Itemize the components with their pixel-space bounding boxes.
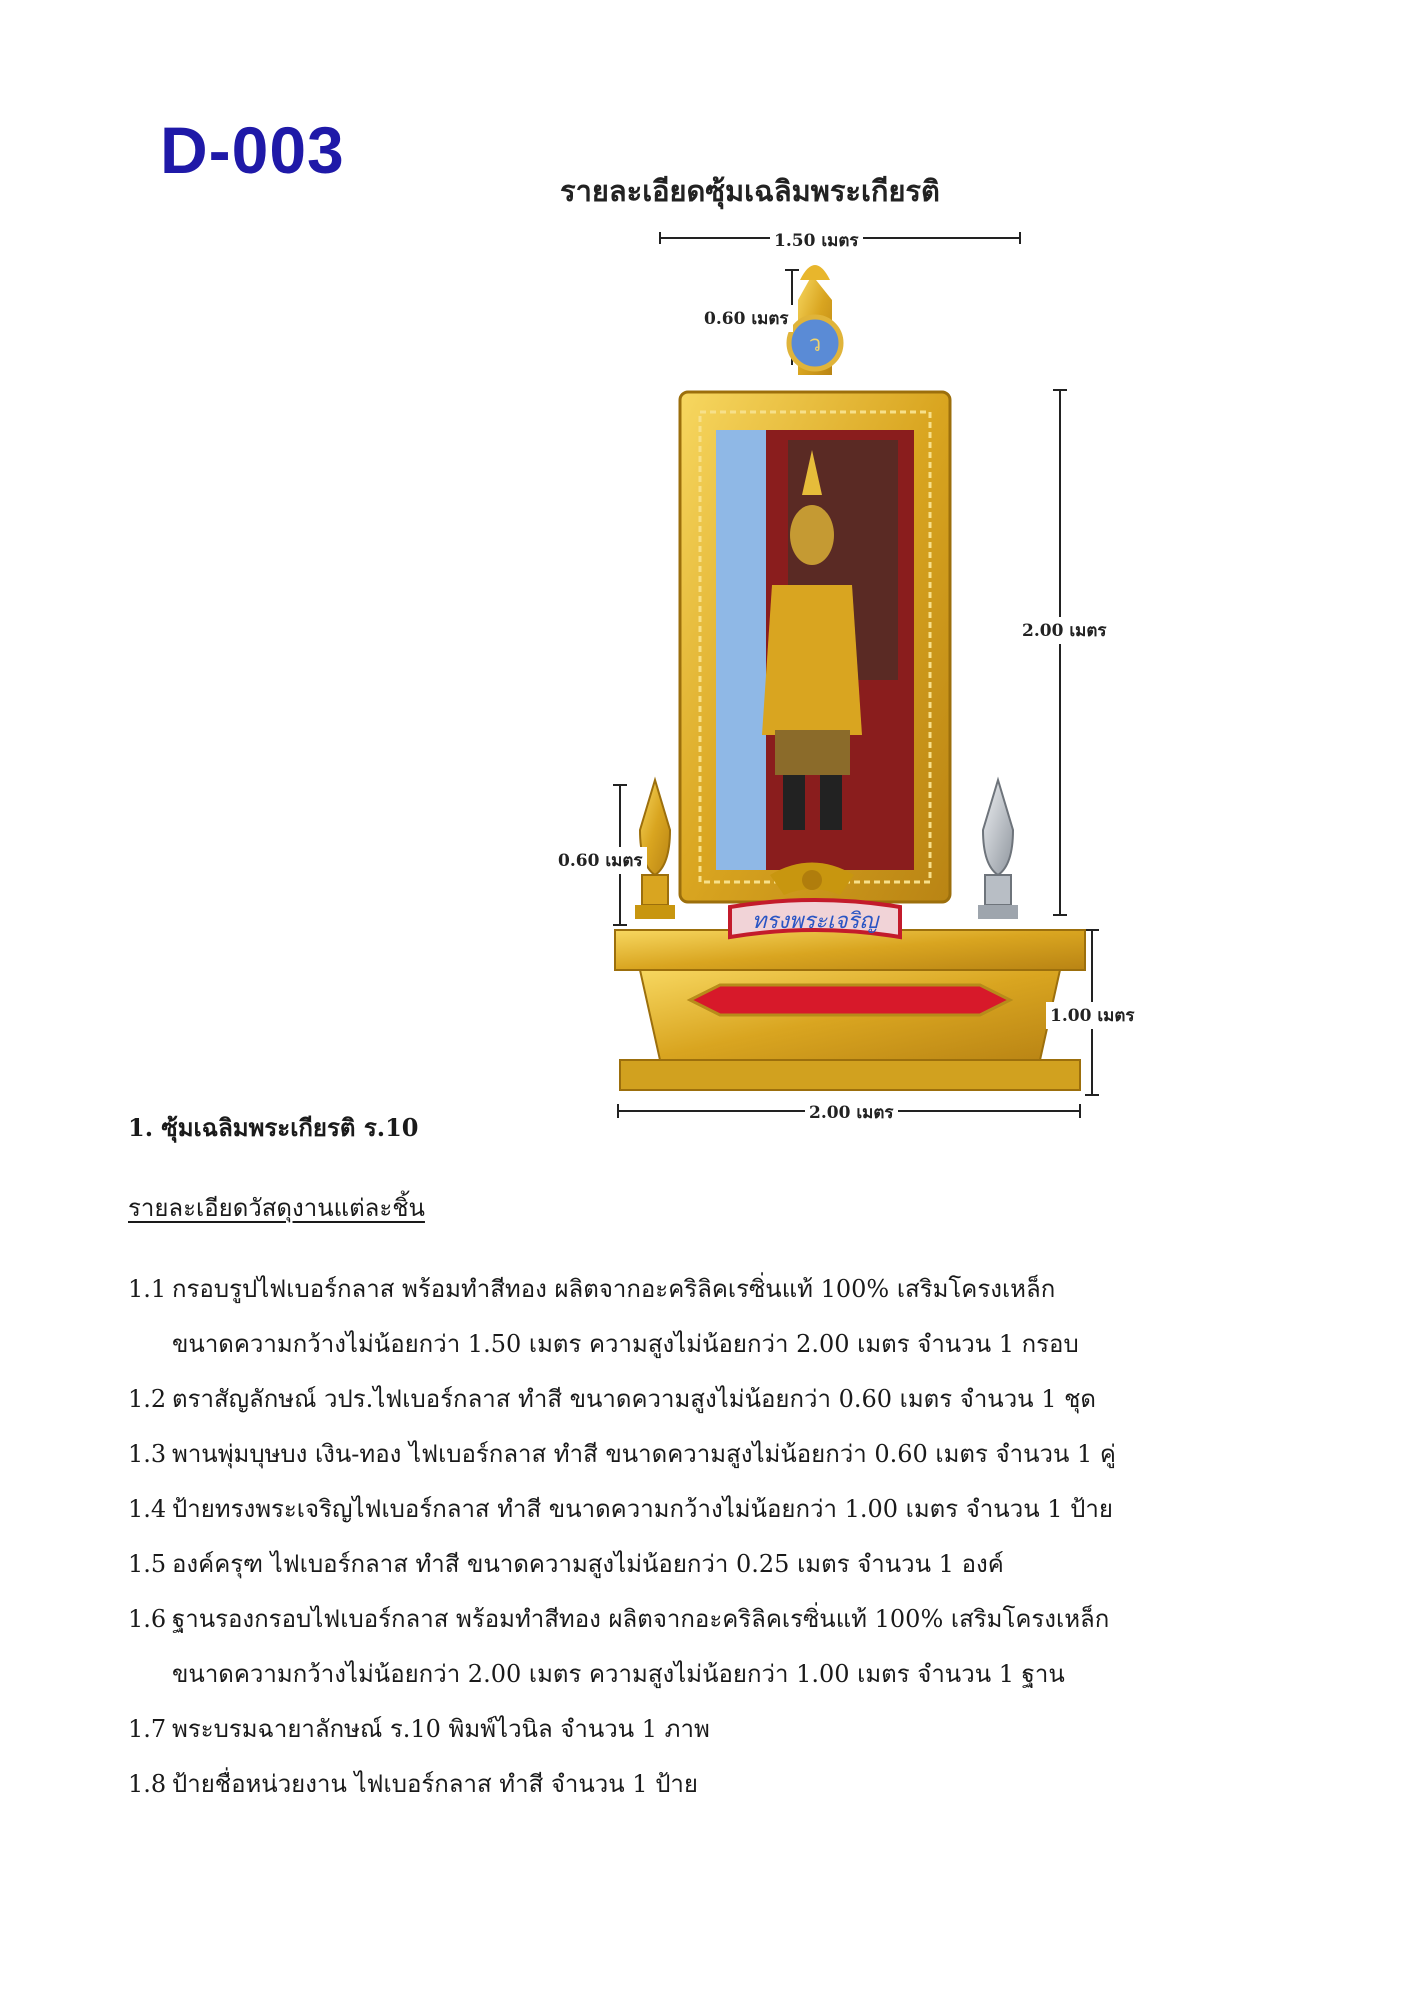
list-item: 1.1 กรอบรูปไฟเบอร์กลาส พร้อมทำสีทอง ผลิตจากอะคริลิคเรซิ่นแท้ 100% เสริมโครงเหล็ก [128, 1275, 1056, 1303]
long-live-banner [730, 900, 900, 937]
list-item: 1.7 พระบรมฉายาลักษณ์ ร.10 พิมพ์ไวนิล จำนวน 1 ภาพ [128, 1715, 710, 1743]
section-heading: 1. ซุ้มเฉลิมพระเกียรติ ร.10 [128, 1113, 419, 1142]
arch-diagram [540, 225, 1160, 1130]
arch-illustration [540, 225, 1160, 1130]
list-item: 1.3 พานพุ่มบุษบง เงิน-ทอง ไฟเบอร์กลาส ทำสี ขนาดความสูงไม่น้อยกว่า 0.60 เมตร จำนวน 1 คู่ [128, 1440, 1116, 1468]
silver-flower-urn [978, 780, 1018, 919]
list-item: 1.5 องค์ครุฑ ไฟเบอร์กลาส ทำสี ขนาดความสูงไม่น้อยกว่า 0.25 เมตร จำนวน 1 องค์ [128, 1550, 1004, 1578]
gold-base [615, 930, 1085, 1090]
list-item: 1.2 ตราสัญลักษณ์ วปร.ไฟเบอร์กลาส ทำสี ขนาดความสูงไม่น้อยกว่า 0.60 เมตร จำนวน 1 ชุด [128, 1385, 1096, 1413]
document-code: D-003 [160, 113, 345, 187]
materials-subheading: รายละเอียดวัสดุงานแต่ละชิ้น [128, 1194, 425, 1222]
dimension-base-height: 1.00 เมตร [1046, 1002, 1139, 1029]
dimension-urn-height: 0.60 เมตร [554, 847, 647, 874]
diagram-title: รายละเอียดซุ้มเฉลิมพระเกียรติ [560, 174, 940, 208]
list-item-continuation: ขนาดความกว้างไม่น้อยกว่า 2.00 เมตร ความสูงไม่น้อยกว่า 1.00 เมตร จำนวน 1 ฐาน [172, 1660, 1065, 1688]
svg-text:ว: ว [808, 332, 822, 357]
dimension-emblem-height: 0.60 เมตร [700, 305, 793, 332]
materials-list [128, 1262, 1328, 1812]
dimension-frame-height: 2.00 เมตร [1018, 617, 1111, 644]
list-item-continuation: ขนาดความกว้างไม่น้อยกว่า 1.50 เมตร ความสูงไม่น้อยกว่า 2.00 เมตร จำนวน 1 กรอบ [172, 1330, 1079, 1358]
list-item: 1.8 ป้ายชื่อหน่วยงาน ไฟเบอร์กลาส ทำสี จำนวน 1 ป้าย [128, 1770, 698, 1798]
royal-portrait [716, 430, 914, 870]
list-item: 1.6 ฐานรองกรอบไฟเบอร์กลาส พร้อมทำสีทอง ผลิตจากอะคริลิคเรซิ่นแท้ 100% เสริมโครงเหล็ก [128, 1605, 1110, 1633]
banner-text: ทรงพระเจริญ [751, 909, 879, 934]
list-item: 1.4 ป้ายทรงพระเจริญไฟเบอร์กลาส ทำสี ขนาดความกว้างไม่น้อยกว่า 1.00 เมตร จำนวน 1 ป้าย [128, 1495, 1113, 1523]
dimension-base-width: 2.00 เมตร [805, 1099, 898, 1126]
dimension-top-width: 1.50 เมตร [770, 227, 863, 254]
royal-emblem [789, 265, 841, 375]
